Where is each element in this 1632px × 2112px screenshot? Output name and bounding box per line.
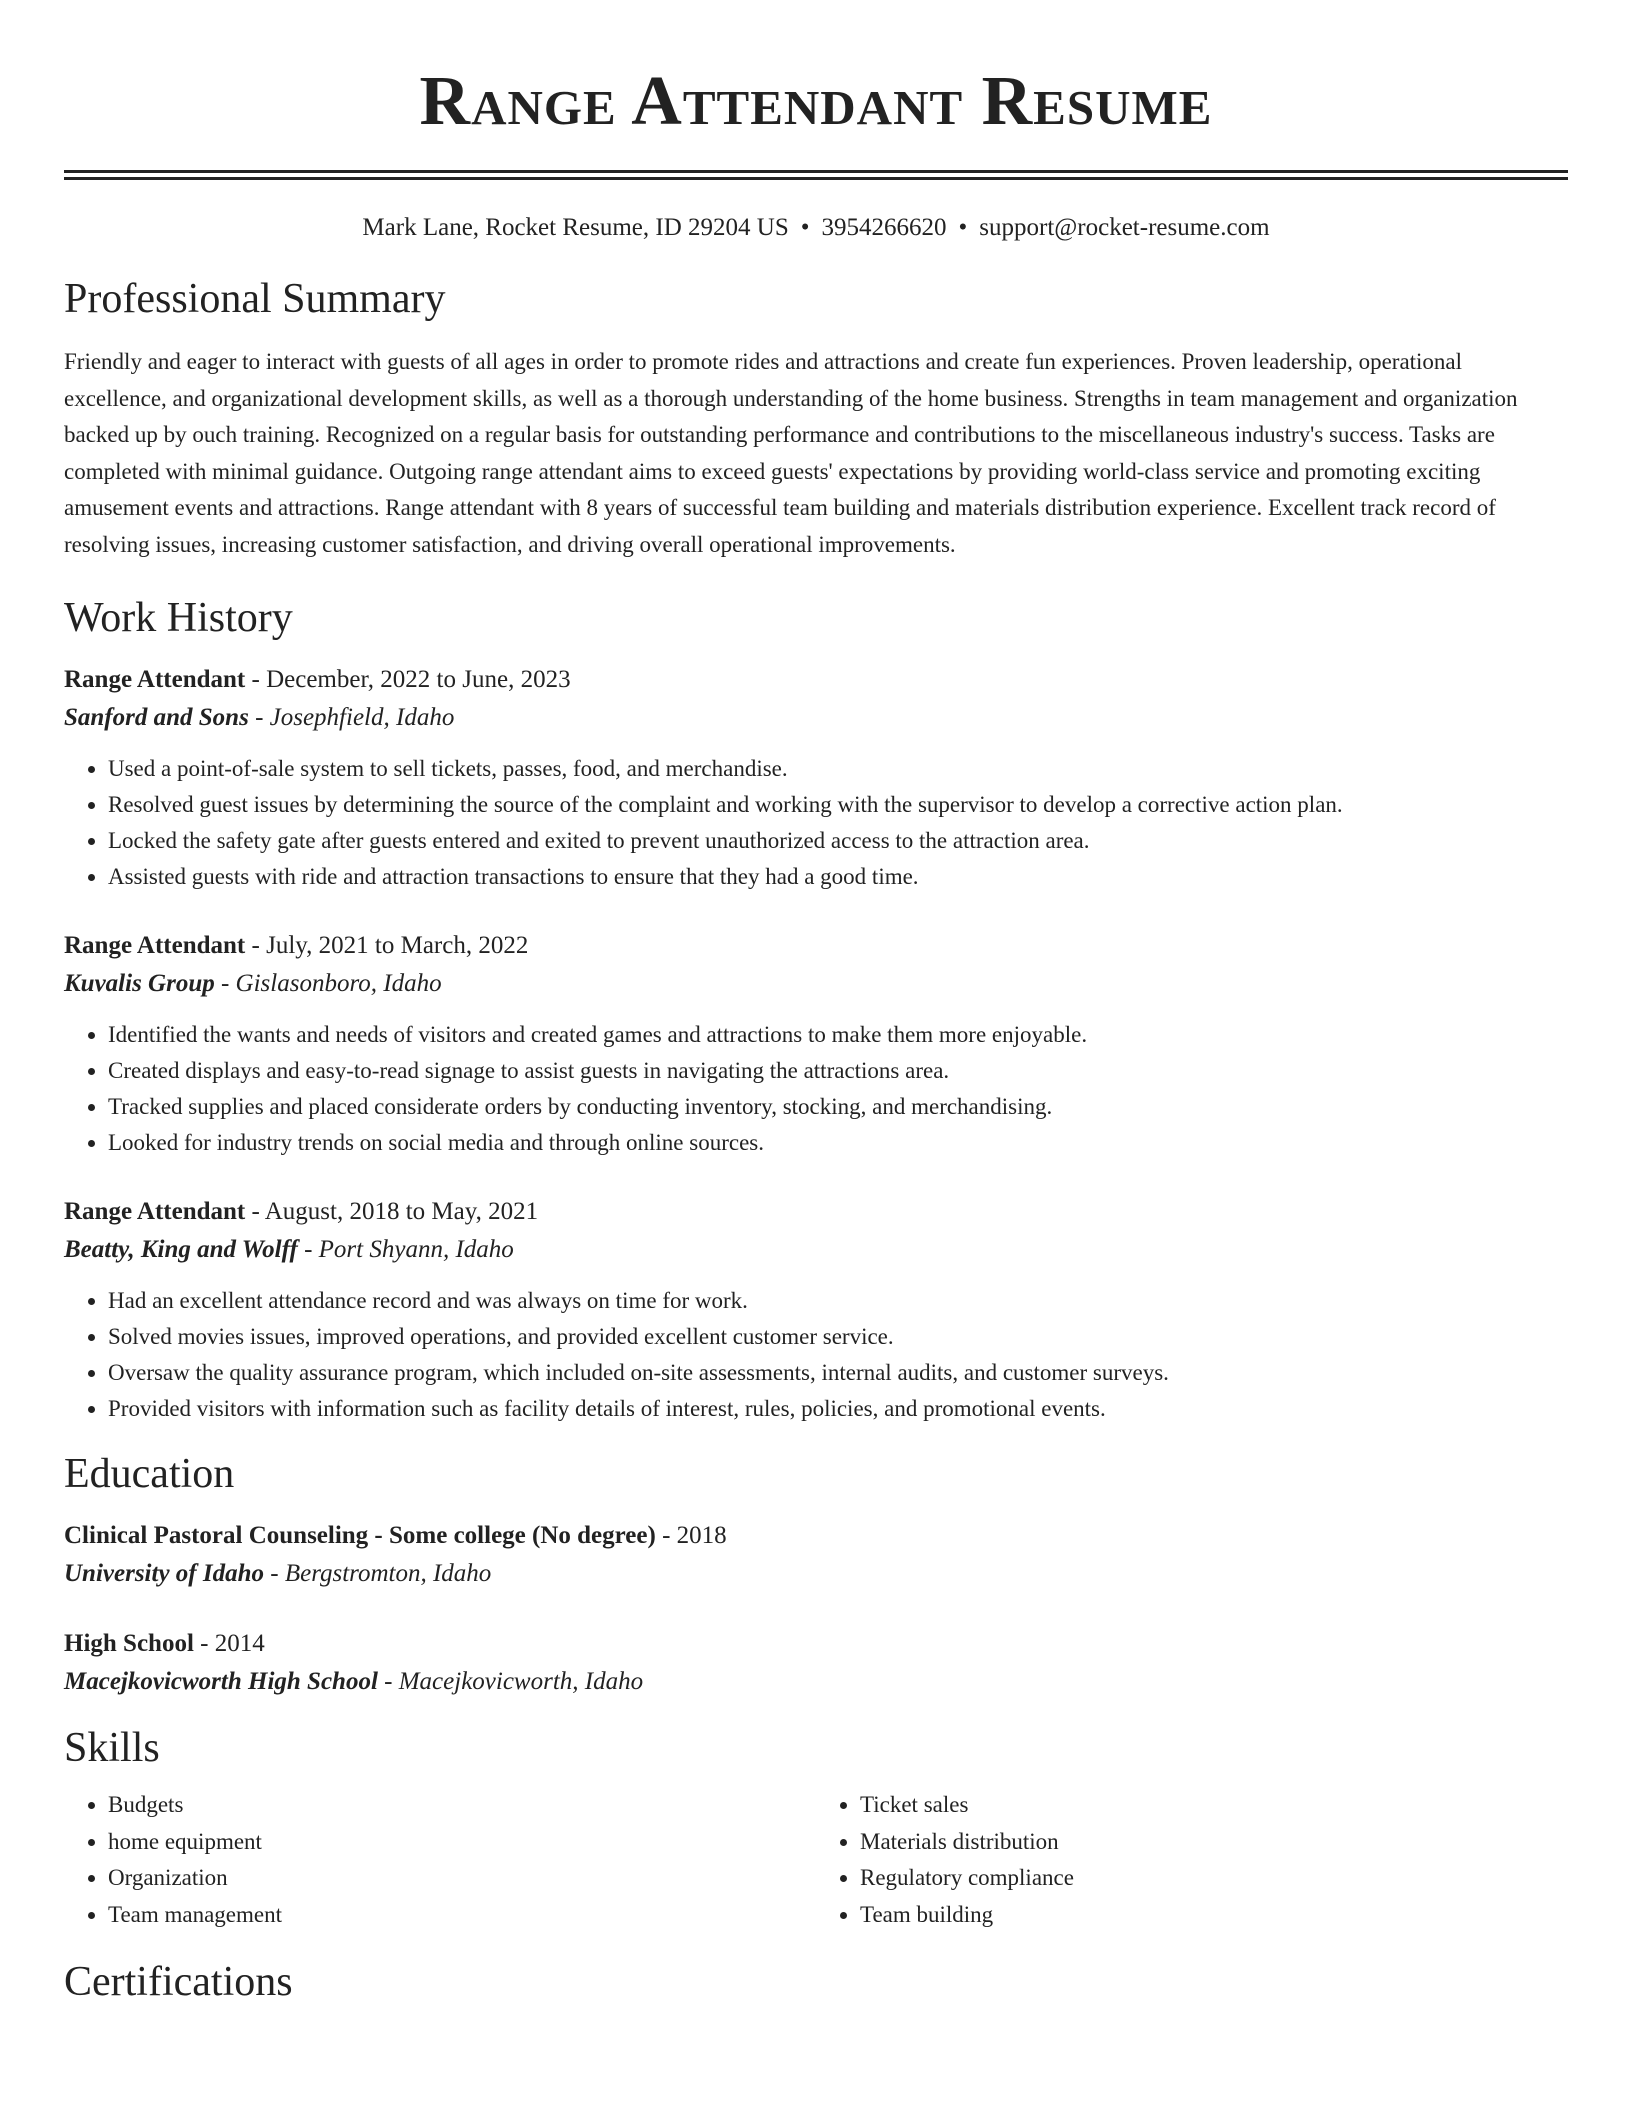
job-duty: • Oversaw the quality assurance program, which included on-site assessments, internal audits, and customer surveys. xyxy=(108,1355,1568,1391)
education-school: Macejkovicworth High School xyxy=(64,1668,378,1695)
skills-heading: Skills xyxy=(64,1725,160,1771)
skill-item: • Budgets xyxy=(108,1787,816,1824)
education-entry xyxy=(64,1625,1568,1701)
skill-item: • Materials distribution xyxy=(860,1824,1568,1861)
job-company-line xyxy=(64,1231,1568,1269)
contact-separator: • xyxy=(958,214,968,241)
job-duties xyxy=(64,1017,1568,1161)
education-year: - 2018 xyxy=(655,1522,727,1549)
job-duty: • Used a point-of-sale system to sell tickets, passes, food, and merchandise. xyxy=(108,751,1568,787)
contact-phone: 3954266620 xyxy=(821,214,947,241)
job-header xyxy=(64,661,1568,699)
education-degree: Clinical Pastoral Counseling - Some college (No degree) xyxy=(64,1522,656,1549)
education-school-line xyxy=(64,1555,1568,1593)
job-company: Kuvalis Group xyxy=(64,970,215,997)
job-duty: • Solved movies issues, improved operations, and provided excellent customer service. xyxy=(108,1319,1568,1355)
education-year: - 2014 xyxy=(193,1630,265,1657)
education-location: - Macejkovicworth, Idaho xyxy=(377,1668,644,1695)
skill-item: • Organization xyxy=(108,1860,816,1897)
job-entry xyxy=(64,1193,1568,1427)
work-history-heading: Work History xyxy=(64,595,293,641)
job-title: Range Attendant xyxy=(64,932,246,959)
summary-heading: Professional Summary xyxy=(64,276,446,322)
job-duty: • Locked the safety gate after guests entered and exited to prevent unauthorized access to the attraction area. xyxy=(108,823,1568,859)
job-duties xyxy=(64,1283,1568,1427)
job-location: - Josephfield, Idaho xyxy=(248,704,455,731)
job-duty: • Tracked supplies and placed considerate orders by conducting inventory, stocking, and merchandising. xyxy=(108,1089,1568,1125)
job-duties xyxy=(64,751,1568,895)
summary-text: Friendly and eager to interact with guests of all ages in order to promote rides and attractions and create fun experiences. Proven leadership, operational excellence, and organizational development skills, as well as a thorough understanding of the home business. Strengths in team management and organization backed up by ouch training. Recognized on a regular basis for outstanding performance and contributions to the miscellaneous industry's success. Tasks are completed with minimal guidance. Outgoing range attendant aims to exceed guests' expectations by providing world-class service and promoting exciting amusement events and attractions. Range attendant with 8 years of successful team building and materials distribution experience. Excellent track record of resolving issues, increasing customer satisfaction, and driving overall operational improvements. xyxy=(64,349,1518,557)
job-duty: • Created displays and easy-to-read signage to assist guests in navigating the attractions area. xyxy=(108,1053,1568,1089)
skill-item: • Regulatory compliance xyxy=(860,1860,1568,1897)
job-header xyxy=(64,927,1568,965)
education-header xyxy=(64,1517,1568,1555)
resume-title: Range Attendant Resume xyxy=(419,63,1213,140)
skill-item: • Team building xyxy=(860,1897,1568,1934)
skills-column-right xyxy=(816,1787,1568,1933)
education-school: University of Idaho xyxy=(64,1560,264,1587)
skills-list xyxy=(64,1787,1568,1933)
education-entry xyxy=(64,1517,1568,1593)
resume-page xyxy=(64,0,1568,2007)
job-entry xyxy=(64,927,1568,1161)
contact-address: Mark Lane, Rocket Resume, ID 29204 US xyxy=(362,214,789,241)
job-dates: - August, 2018 to May, 2021 xyxy=(245,1198,539,1225)
job-entry xyxy=(64,661,1568,895)
job-duty: • Assisted guests with ride and attraction transactions to ensure that they had a good time. xyxy=(108,859,1568,895)
job-header xyxy=(64,1193,1568,1231)
skills-column-left xyxy=(64,1787,816,1933)
education-heading: Education xyxy=(64,1451,235,1497)
job-location: - Port Shyann, Idaho xyxy=(297,1236,514,1263)
certifications-heading: Certifications xyxy=(64,1959,293,2005)
job-company-line xyxy=(64,699,1568,737)
job-company: Beatty, King and Wolff xyxy=(64,1236,298,1263)
education-degree: High School xyxy=(64,1630,194,1657)
education-location: - Bergstromton, Idaho xyxy=(264,1560,492,1587)
job-duty: • Identified the wants and needs of visitors and created games and attractions to make them more enjoyable. xyxy=(108,1017,1568,1053)
education-header xyxy=(64,1625,1568,1663)
job-title: Range Attendant xyxy=(64,666,246,693)
skill-item: • Ticket sales xyxy=(860,1787,1568,1824)
skill-item: • home equipment xyxy=(108,1824,816,1861)
skill-item: • Team management xyxy=(108,1897,816,1934)
job-company-line xyxy=(64,965,1568,1003)
education-school-line xyxy=(64,1663,1568,1701)
job-duty: • Resolved guest issues by determining the source of the complaint and working with the supervisor to develop a corrective action plan. xyxy=(108,787,1568,823)
job-location: - Gislasonboro, Idaho xyxy=(214,970,442,997)
job-duty: • Looked for industry trends on social media and through online sources. xyxy=(108,1125,1568,1161)
job-company: Sanford and Sons xyxy=(64,704,249,731)
contact-line xyxy=(64,212,1568,244)
title-divider xyxy=(64,170,1568,180)
contact-email: support@rocket-resume.com xyxy=(979,214,1270,241)
job-title: Range Attendant xyxy=(64,1198,246,1225)
job-dates: - July, 2021 to March, 2022 xyxy=(245,932,529,959)
job-dates: - December, 2022 to June, 2023 xyxy=(245,666,571,693)
contact-separator: • xyxy=(800,214,810,241)
job-duty: • Provided visitors with information such as facility details of interest, rules, policies, and promotional events. xyxy=(108,1391,1568,1427)
job-duty: • Had an excellent attendance record and was always on time for work. xyxy=(108,1283,1568,1319)
